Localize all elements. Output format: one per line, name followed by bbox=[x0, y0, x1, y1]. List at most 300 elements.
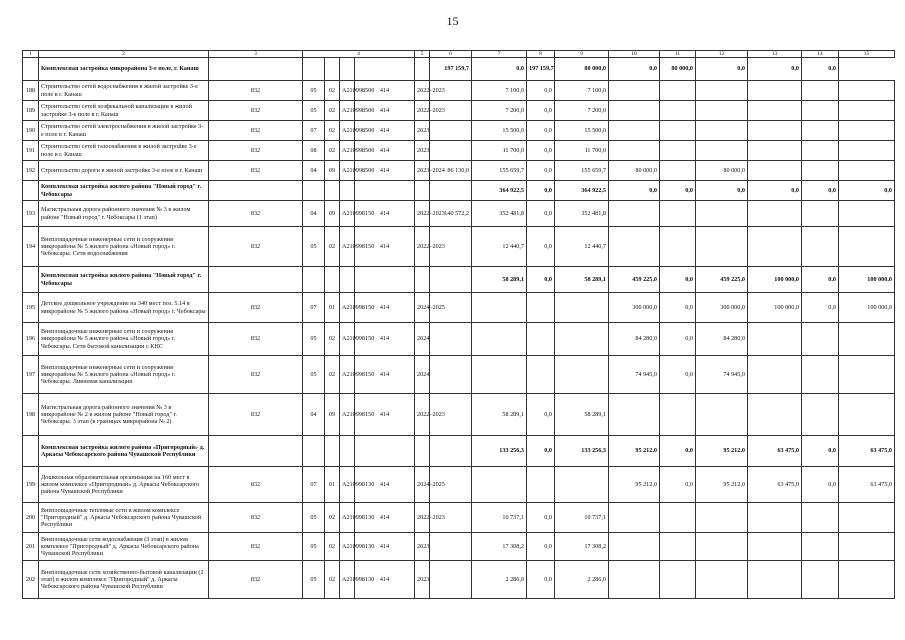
cell bbox=[696, 227, 748, 267]
cell bbox=[303, 267, 325, 293]
cell: 832 bbox=[209, 467, 303, 503]
cell bbox=[303, 436, 325, 467]
cell: 832 bbox=[209, 323, 303, 356]
cell: 0,0 bbox=[660, 293, 696, 323]
page-number: 15 bbox=[446, 14, 459, 28]
cell: 414 bbox=[355, 201, 415, 227]
cell: 352 481,8 bbox=[555, 201, 609, 227]
cell bbox=[430, 323, 472, 356]
table-body bbox=[23, 51, 895, 599]
cell: 04 bbox=[303, 161, 325, 181]
cell bbox=[609, 121, 660, 141]
cell: 10 737,1 bbox=[472, 503, 527, 533]
cell bbox=[802, 141, 839, 161]
cell: 58 289,1 bbox=[472, 394, 527, 436]
cell: 0,0 bbox=[527, 161, 555, 181]
cell bbox=[660, 394, 696, 436]
cell bbox=[802, 121, 839, 141]
cell bbox=[696, 101, 748, 121]
column-number: 8 bbox=[527, 51, 555, 58]
cell: 02 bbox=[325, 121, 340, 141]
cell bbox=[609, 141, 660, 161]
cell: 0,0 bbox=[839, 181, 895, 201]
cell: 02 bbox=[325, 533, 340, 561]
cell bbox=[748, 101, 802, 121]
cell bbox=[527, 356, 555, 394]
cell bbox=[748, 161, 802, 181]
cell bbox=[472, 356, 527, 394]
cell bbox=[748, 533, 802, 561]
cell bbox=[696, 503, 748, 533]
table-row bbox=[23, 121, 895, 141]
cell bbox=[696, 81, 748, 101]
cell: 05 bbox=[303, 561, 325, 599]
cell: А210998150 bbox=[340, 356, 355, 394]
cell bbox=[527, 323, 555, 356]
cell: 197 159,7 bbox=[527, 58, 555, 81]
row-number: 192 bbox=[23, 161, 39, 181]
cell bbox=[748, 81, 802, 101]
cell: А210998500 bbox=[340, 161, 355, 181]
cell: А210998150 bbox=[340, 394, 355, 436]
subtotal-row bbox=[23, 58, 895, 81]
cell: 0,0 bbox=[527, 227, 555, 267]
table-row bbox=[23, 101, 895, 121]
cell: 01 bbox=[325, 293, 340, 323]
cell: 0,0 bbox=[527, 201, 555, 227]
cell bbox=[472, 467, 527, 503]
cell: 7 100,0 bbox=[472, 81, 527, 101]
cell: 02 bbox=[325, 101, 340, 121]
cell bbox=[696, 533, 748, 561]
cell: 832 bbox=[209, 293, 303, 323]
row-number bbox=[23, 181, 39, 201]
cell bbox=[555, 293, 609, 323]
row-number: 198 bbox=[23, 394, 39, 436]
cell bbox=[609, 81, 660, 101]
cell bbox=[802, 503, 839, 533]
cell bbox=[355, 267, 415, 293]
cell: 0,0 bbox=[802, 267, 839, 293]
cell: А210998130 bbox=[340, 503, 355, 533]
cell: 832 bbox=[209, 356, 303, 394]
cell: 832 bbox=[209, 81, 303, 101]
cell: 832 bbox=[209, 227, 303, 267]
cell: 2023 bbox=[415, 141, 430, 161]
cell bbox=[660, 121, 696, 141]
cell: 2022–2023 bbox=[415, 101, 430, 121]
cell: 414 bbox=[355, 161, 415, 181]
cell bbox=[355, 58, 415, 81]
cell: 80 000,0 bbox=[609, 161, 660, 181]
cell: 0,0 bbox=[609, 181, 660, 201]
cell: 2022–2023 bbox=[415, 227, 430, 267]
cell: 02 bbox=[325, 503, 340, 533]
cell: 05 bbox=[303, 81, 325, 101]
cell: А210998500 bbox=[340, 121, 355, 141]
cell bbox=[839, 141, 895, 161]
cell: 364 922,5 bbox=[472, 181, 527, 201]
row-number: 202 bbox=[23, 561, 39, 599]
cell bbox=[802, 356, 839, 394]
column-number: 11 bbox=[660, 51, 696, 58]
cell bbox=[748, 356, 802, 394]
cell: 63 475,0 bbox=[748, 467, 802, 503]
table-row bbox=[23, 467, 895, 503]
cell bbox=[355, 436, 415, 467]
cell bbox=[609, 101, 660, 121]
cell bbox=[839, 201, 895, 227]
cell: 2022–2023 bbox=[415, 201, 430, 227]
cell: 95 212,0 bbox=[696, 467, 748, 503]
column-number: 14 bbox=[802, 51, 839, 58]
table-row bbox=[23, 141, 895, 161]
cell: 0,0 bbox=[660, 323, 696, 356]
cell bbox=[609, 394, 660, 436]
cell bbox=[839, 533, 895, 561]
cell: 2 286,0 bbox=[555, 561, 609, 599]
cell: 0,0 bbox=[527, 394, 555, 436]
cell: 0,0 bbox=[527, 141, 555, 161]
cell: 414 bbox=[355, 323, 415, 356]
table-row bbox=[23, 227, 895, 267]
cell bbox=[430, 121, 472, 141]
row-number bbox=[23, 436, 39, 467]
cell: 04 bbox=[303, 201, 325, 227]
cell: 2023 bbox=[415, 121, 430, 141]
cell: 02 bbox=[325, 356, 340, 394]
column-number: 15 bbox=[839, 51, 895, 58]
cell: 2022–2023 bbox=[415, 394, 430, 436]
cell: 2023 bbox=[415, 533, 430, 561]
cell bbox=[555, 467, 609, 503]
row-number: 191 bbox=[23, 141, 39, 161]
cell bbox=[430, 181, 472, 201]
cell: 95 212,0 bbox=[609, 467, 660, 503]
row-number: 193 bbox=[23, 201, 39, 227]
cell: А210998130 bbox=[340, 467, 355, 503]
cell: 197 159,7 bbox=[430, 58, 472, 81]
row-number: 194 bbox=[23, 227, 39, 267]
cell: 0,0 bbox=[660, 181, 696, 201]
cell: 7 200,0 bbox=[472, 101, 527, 121]
cell: 0,0 bbox=[802, 181, 839, 201]
cell bbox=[609, 533, 660, 561]
cell bbox=[325, 267, 340, 293]
cell bbox=[696, 141, 748, 161]
cell bbox=[430, 141, 472, 161]
cell bbox=[303, 58, 325, 81]
cell: 95 212,0 bbox=[696, 436, 748, 467]
subtotal-row bbox=[23, 436, 895, 467]
table-row bbox=[23, 356, 895, 394]
cell: 12 440,7 bbox=[472, 227, 527, 267]
cell bbox=[660, 101, 696, 121]
cell bbox=[660, 503, 696, 533]
cell bbox=[415, 181, 430, 201]
cell bbox=[748, 503, 802, 533]
cell: 459 225,0 bbox=[696, 267, 748, 293]
cell: 11 700,0 bbox=[472, 141, 527, 161]
cell: 2024 bbox=[415, 356, 430, 394]
table-row bbox=[23, 323, 895, 356]
cell: 05 bbox=[303, 503, 325, 533]
cell: 07 bbox=[303, 293, 325, 323]
cell bbox=[430, 356, 472, 394]
cell: 0,0 bbox=[802, 467, 839, 503]
row-number: 196 bbox=[23, 323, 39, 356]
cell bbox=[303, 181, 325, 201]
cell bbox=[802, 227, 839, 267]
row-number: 189 bbox=[23, 101, 39, 121]
cell: 05 bbox=[303, 227, 325, 267]
cell: 15 500,0 bbox=[472, 121, 527, 141]
column-number: 5 bbox=[415, 51, 430, 58]
cell: 0,0 bbox=[527, 121, 555, 141]
cell: 414 bbox=[355, 394, 415, 436]
cell: 05 bbox=[303, 533, 325, 561]
column-number: 2 bbox=[39, 51, 209, 58]
cell bbox=[696, 561, 748, 599]
cell: 0,0 bbox=[527, 101, 555, 121]
cell: 0,0 bbox=[748, 58, 802, 81]
table-row bbox=[23, 503, 895, 533]
cell: 07 bbox=[303, 467, 325, 503]
cell bbox=[555, 323, 609, 356]
cell: 95 212,0 bbox=[609, 436, 660, 467]
cell bbox=[802, 561, 839, 599]
item-name: Комплексная застройка жилого района "Новый город" г. Чебоксары bbox=[39, 181, 209, 201]
cell: 832 bbox=[209, 394, 303, 436]
subtotal-row bbox=[23, 267, 895, 293]
cell bbox=[527, 467, 555, 503]
cell: 11 700,0 bbox=[555, 141, 609, 161]
column-number: 3 bbox=[209, 51, 303, 58]
cell: 414 bbox=[355, 467, 415, 503]
cell: 07 bbox=[303, 121, 325, 141]
column-number: 1 bbox=[23, 51, 39, 58]
cell: 133 256,3 bbox=[555, 436, 609, 467]
cell: 2 286,0 bbox=[472, 561, 527, 599]
cell: 63 475,0 bbox=[839, 467, 895, 503]
cell bbox=[839, 121, 895, 141]
table-row bbox=[23, 561, 895, 599]
cell: 0,0 bbox=[696, 181, 748, 201]
cell: 58 289,1 bbox=[555, 267, 609, 293]
cell: А210998130 bbox=[340, 561, 355, 599]
cell bbox=[660, 201, 696, 227]
cell: 0,0 bbox=[660, 467, 696, 503]
cell: 155 659,7 bbox=[472, 161, 527, 181]
cell: 0,0 bbox=[527, 81, 555, 101]
item-name: Внеплощадочные инженерные сети и сооружения микрорайона № 5 жилого района «Новый город» г. Чебоксары. Сети бытовой канализации с КНС bbox=[39, 323, 209, 356]
item-name: Строительство сетей газоснабжения в жилой застройке 3-е поле в г. Канаш bbox=[39, 141, 209, 161]
cell: 832 bbox=[209, 503, 303, 533]
cell: 08 bbox=[303, 141, 325, 161]
cell bbox=[609, 201, 660, 227]
cell: 86 130,0 bbox=[430, 161, 472, 181]
cell: А210998150 bbox=[340, 201, 355, 227]
cell bbox=[696, 394, 748, 436]
cell bbox=[472, 293, 527, 323]
item-name: Комплексная застройка жилого района "Новый город" г. Чебоксары bbox=[39, 267, 209, 293]
cell: 300 000,0 bbox=[609, 293, 660, 323]
cell bbox=[430, 533, 472, 561]
cell bbox=[340, 181, 355, 201]
cell: 0,0 bbox=[802, 293, 839, 323]
cell bbox=[209, 267, 303, 293]
cell: А210998500 bbox=[340, 101, 355, 121]
cell: 2024–2025 bbox=[415, 467, 430, 503]
item-name: Магистральная дорога районного значения № 3 в жилом районе "Новый город" г. Чебоксары (1 этап) bbox=[39, 201, 209, 227]
cell: 63 475,0 bbox=[839, 436, 895, 467]
cell bbox=[430, 436, 472, 467]
cell: 140 572,2 bbox=[430, 201, 472, 227]
row-number: 195 bbox=[23, 293, 39, 323]
cell: А210998130 bbox=[340, 533, 355, 561]
item-name: Дошкольная образовательная организация на 160 мест в жилом комплексе «Пригородный» д. Аркасы Чебоксарского района Чувашской Республики bbox=[39, 467, 209, 503]
cell: 2023–2024 bbox=[415, 161, 430, 181]
table-row bbox=[23, 201, 895, 227]
row-number: 197 bbox=[23, 356, 39, 394]
cell bbox=[802, 323, 839, 356]
row-number bbox=[23, 58, 39, 81]
cell: 155 659,7 bbox=[555, 161, 609, 181]
item-name: Внеплощадочные сети хозяйственно-бытовой канализации (2 этап) в жилом комплексе "Пригородный" д. Аркасы Чебоксарского района Чувашской Республики bbox=[39, 561, 209, 599]
cell bbox=[325, 58, 340, 81]
cell bbox=[430, 267, 472, 293]
cell: 17 308,2 bbox=[555, 533, 609, 561]
cell: 05 bbox=[303, 101, 325, 121]
cell: 100 000,0 bbox=[839, 293, 895, 323]
column-number: 6 bbox=[430, 51, 472, 58]
cell bbox=[325, 436, 340, 467]
cell: 0,0 bbox=[527, 561, 555, 599]
cell: 09 bbox=[325, 201, 340, 227]
table-row bbox=[23, 293, 895, 323]
cell bbox=[748, 121, 802, 141]
cell bbox=[696, 121, 748, 141]
cell bbox=[839, 227, 895, 267]
cell bbox=[209, 436, 303, 467]
cell bbox=[415, 58, 430, 81]
cell: А210998500 bbox=[340, 141, 355, 161]
cell: 300 000,0 bbox=[696, 293, 748, 323]
subtotal-row bbox=[23, 181, 895, 201]
cell: 0,0 bbox=[696, 58, 748, 81]
cell bbox=[340, 58, 355, 81]
cell: 84 280,0 bbox=[609, 323, 660, 356]
cell bbox=[609, 503, 660, 533]
cell: 100 000,0 bbox=[839, 267, 895, 293]
cell: 832 bbox=[209, 161, 303, 181]
column-number: 12 bbox=[696, 51, 748, 58]
cell bbox=[839, 323, 895, 356]
cell: 414 bbox=[355, 81, 415, 101]
cell: 0,0 bbox=[802, 58, 839, 81]
cell bbox=[340, 436, 355, 467]
cell: 2024 bbox=[415, 323, 430, 356]
cell: 414 bbox=[355, 503, 415, 533]
column-number-row bbox=[23, 51, 895, 58]
cell bbox=[748, 323, 802, 356]
cell: 80 000,0 bbox=[696, 161, 748, 181]
cell: 0,0 bbox=[609, 58, 660, 81]
cell: 832 bbox=[209, 561, 303, 599]
cell: 133 256,3 bbox=[472, 436, 527, 467]
column-number: 13 bbox=[748, 51, 802, 58]
cell: 0,0 bbox=[527, 436, 555, 467]
cell: 414 bbox=[355, 561, 415, 599]
cell: 414 bbox=[355, 227, 415, 267]
row-number: 200 bbox=[23, 503, 39, 533]
cell: 12 440,7 bbox=[555, 227, 609, 267]
cell: 80 000,0 bbox=[660, 58, 696, 81]
cell: 0,0 bbox=[660, 356, 696, 394]
cell: 832 bbox=[209, 121, 303, 141]
table-row bbox=[23, 161, 895, 181]
cell: А210998150 bbox=[340, 227, 355, 267]
cell bbox=[527, 293, 555, 323]
cell bbox=[355, 181, 415, 201]
cell: 05 bbox=[303, 356, 325, 394]
cell: 832 bbox=[209, 101, 303, 121]
cell bbox=[748, 394, 802, 436]
cell: 58 289,1 bbox=[555, 394, 609, 436]
cell: 58 289,1 bbox=[472, 267, 527, 293]
item-name: Комплексная застройка жилого района «Пригородный» д. Аркасы Чебоксарского района Чувашской Республики bbox=[39, 436, 209, 467]
cell bbox=[609, 561, 660, 599]
cell bbox=[839, 101, 895, 121]
cell: 832 bbox=[209, 141, 303, 161]
cell bbox=[555, 356, 609, 394]
cell: 7 100,0 bbox=[555, 81, 609, 101]
cell bbox=[802, 201, 839, 227]
row-number: 201 bbox=[23, 533, 39, 561]
cell bbox=[748, 561, 802, 599]
cell bbox=[696, 201, 748, 227]
table-row bbox=[23, 533, 895, 561]
cell: 17 308,2 bbox=[472, 533, 527, 561]
cell: 364 922,5 bbox=[555, 181, 609, 201]
cell: А210998500 bbox=[340, 81, 355, 101]
cell: 352 481,8 bbox=[472, 201, 527, 227]
cell: 100 000,0 bbox=[748, 293, 802, 323]
column-number: 4 bbox=[303, 51, 415, 58]
cell: 09 bbox=[325, 394, 340, 436]
cell: 832 bbox=[209, 201, 303, 227]
cell bbox=[415, 436, 430, 467]
item-name: Магистральная дорога районного значения № 3 в микрорайоне № 2 в жилом районе "Новый город" г. Чебоксары. 3 этап (в границах микрорайона № 2) bbox=[39, 394, 209, 436]
cell: 0,0 bbox=[527, 503, 555, 533]
cell bbox=[415, 267, 430, 293]
cell bbox=[748, 201, 802, 227]
cell bbox=[660, 161, 696, 181]
cell bbox=[209, 181, 303, 201]
cell: 0,0 bbox=[660, 436, 696, 467]
cell: 414 bbox=[355, 101, 415, 121]
cell: 832 bbox=[209, 533, 303, 561]
table-row bbox=[23, 81, 895, 101]
cell: 84 280,0 bbox=[696, 323, 748, 356]
cell: 10 737,1 bbox=[555, 503, 609, 533]
cell: 02 bbox=[325, 561, 340, 599]
cell bbox=[839, 356, 895, 394]
item-name: Внеплощадочные сети водоснабжения (3 этап) в жилом комплексе "Пригородный" д. Аркасы Чебоксарского района Чувашской Республики bbox=[39, 533, 209, 561]
cell: 05 bbox=[303, 323, 325, 356]
cell bbox=[839, 81, 895, 101]
cell: 0,0 bbox=[527, 533, 555, 561]
